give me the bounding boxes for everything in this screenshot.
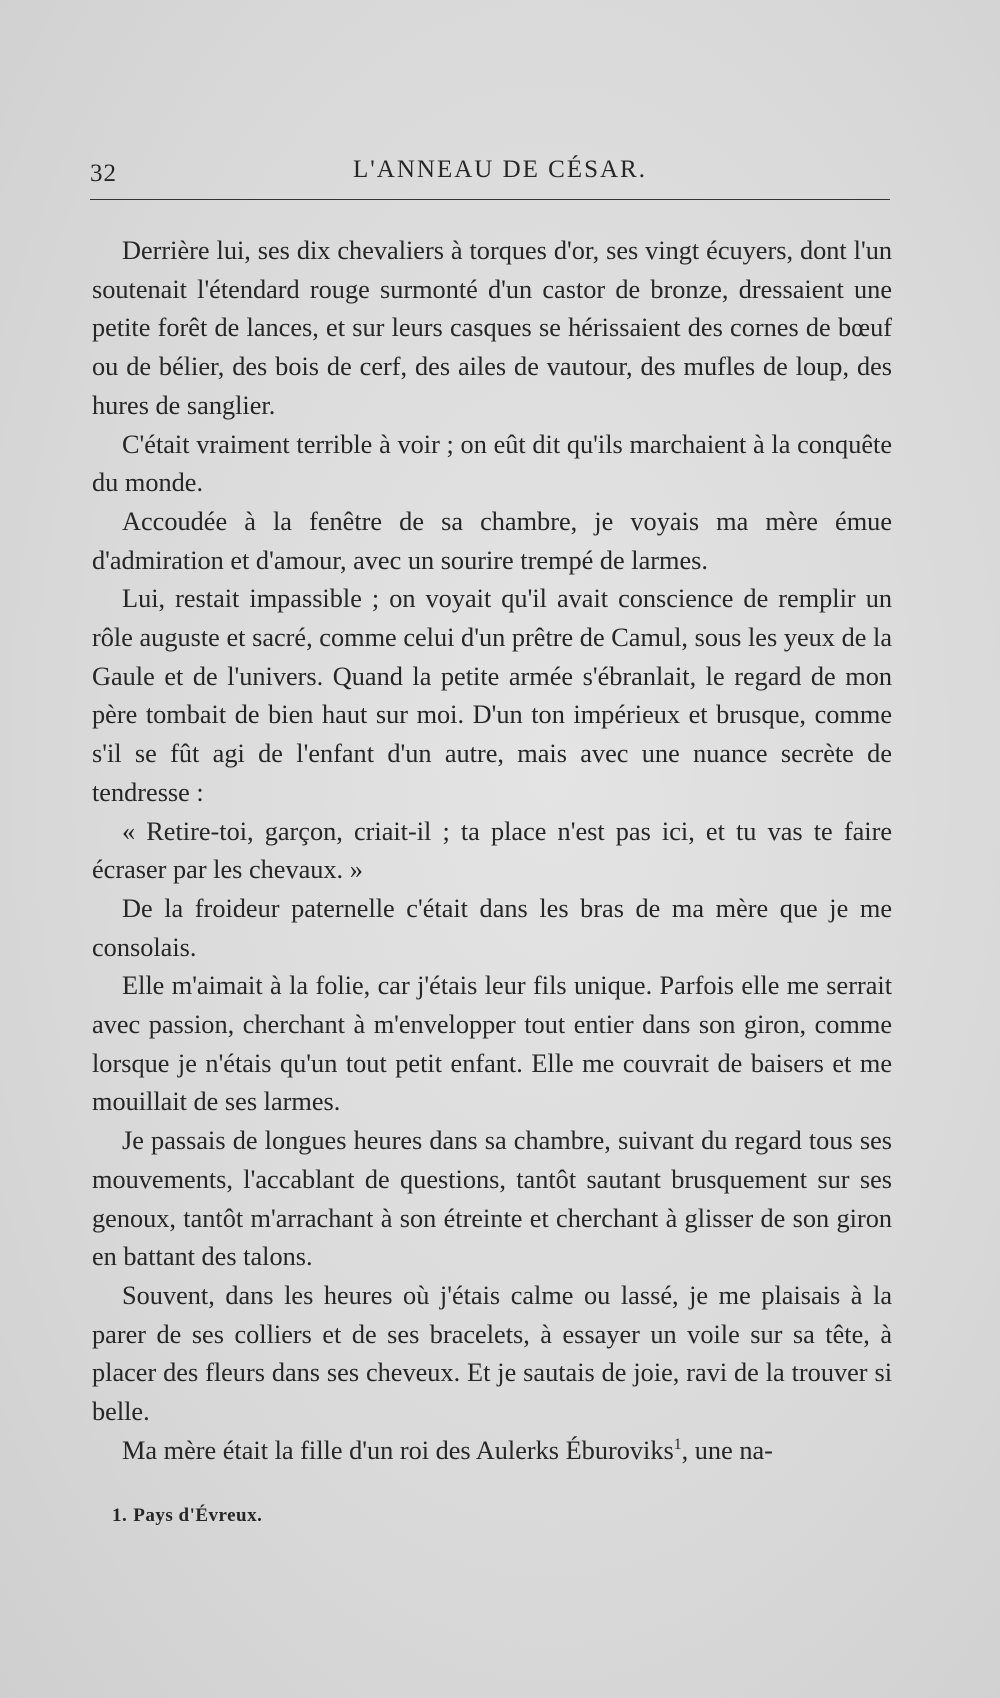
paragraph: Souvent, dans les heures où j'étais calme ou lassé, je me plaisais à la parer de ses colliers et de ses bracelets, à essayer un voile sur sa tête, à placer des fleurs dans ses cheveux. Et je sautais de joie, ravi de la trouver si belle. [92,1280,892,1427]
footnote-number: 1. [112,1505,128,1526]
header-rule [90,199,890,200]
page-number: 32 [90,160,117,187]
paragraph-last-text: Ma mère était la fille d'un roi des Aulerks Éburoviks [122,1435,674,1465]
paragraph: Elle m'aimait à la folie, car j'étais leur fils unique. Parfois elle me serrait avec passion, cherchant à m'envelopper tout entier dans son giron, comme lorsque je n'étais qu'un tout petit enfant. Elle me couvrait de baisers et me mouillait de ses larmes. [92,971,892,1117]
paragraph-last [92,1432,892,1471]
paragraph: Derrière lui, ses dix chevaliers à torques d'or, ses vingt écuyers, dont l'un soutenait l'étendard rouge surmonté d'un castor de bronze, dressaient une petite forêt de lances, et sur leurs casques se hérissaient des cornes de bœuf ou de bélier, des bois de cerf, des ailes de vautour, des mufles de loup, des hures de sanglier. [92,236,892,420]
footnote-marker[interactable]: 1 [673,1436,682,1454]
running-title: L'ANNEAU DE CÉSAR. [353,156,647,183]
body-text [92,232,892,1471]
footnote [112,1505,812,1527]
paragraph: « Retire-toi, garçon, criait-il ; ta place n'est pas ici, et tu vas te faire écraser par les chevaux. » [92,816,892,885]
paragraph: C'était vraiment terrible à voir ; on eût dit qu'ils marchaient à la conquête du monde. [92,429,892,498]
footnote-text: Pays d'Évreux. [133,1505,263,1526]
paragraph: Je passais de longues heures dans sa chambre, suivant du regard tous ses mouvements, l'accablant de questions, tantôt sautant brusquement sur ses genoux, tantôt m'arrachant à son étreinte et cherchant à glisser de son giron en battant des talons. [92,1126,892,1272]
paragraph: Accoudée à la fenêtre de sa chambre, je voyais ma mère émue d'admiration et d'amour, avec un sourire trempé de larmes. [92,506,892,575]
paragraph: Lui, restait impassible ; on voyait qu'il avait conscience de remplir un rôle auguste et sacré, comme celui d'un prêtre de Camul, sous les yeux de la Gaule et de l'univers. Quand la petite armée s'ébranlait, le regard de mon père tombait de bien haut sur moi. D'un ton impérieux et brusque, comme s'il se fût agi de l'enfant d'un autre, mais avec une nuance secrète de tendresse : [92,584,892,807]
paragraph: De la froideur paternelle c'était dans les bras de ma mère que je me consolais. [92,893,892,962]
page-header [90,150,890,190]
paragraph-last-tail: , une na- [681,1435,773,1465]
